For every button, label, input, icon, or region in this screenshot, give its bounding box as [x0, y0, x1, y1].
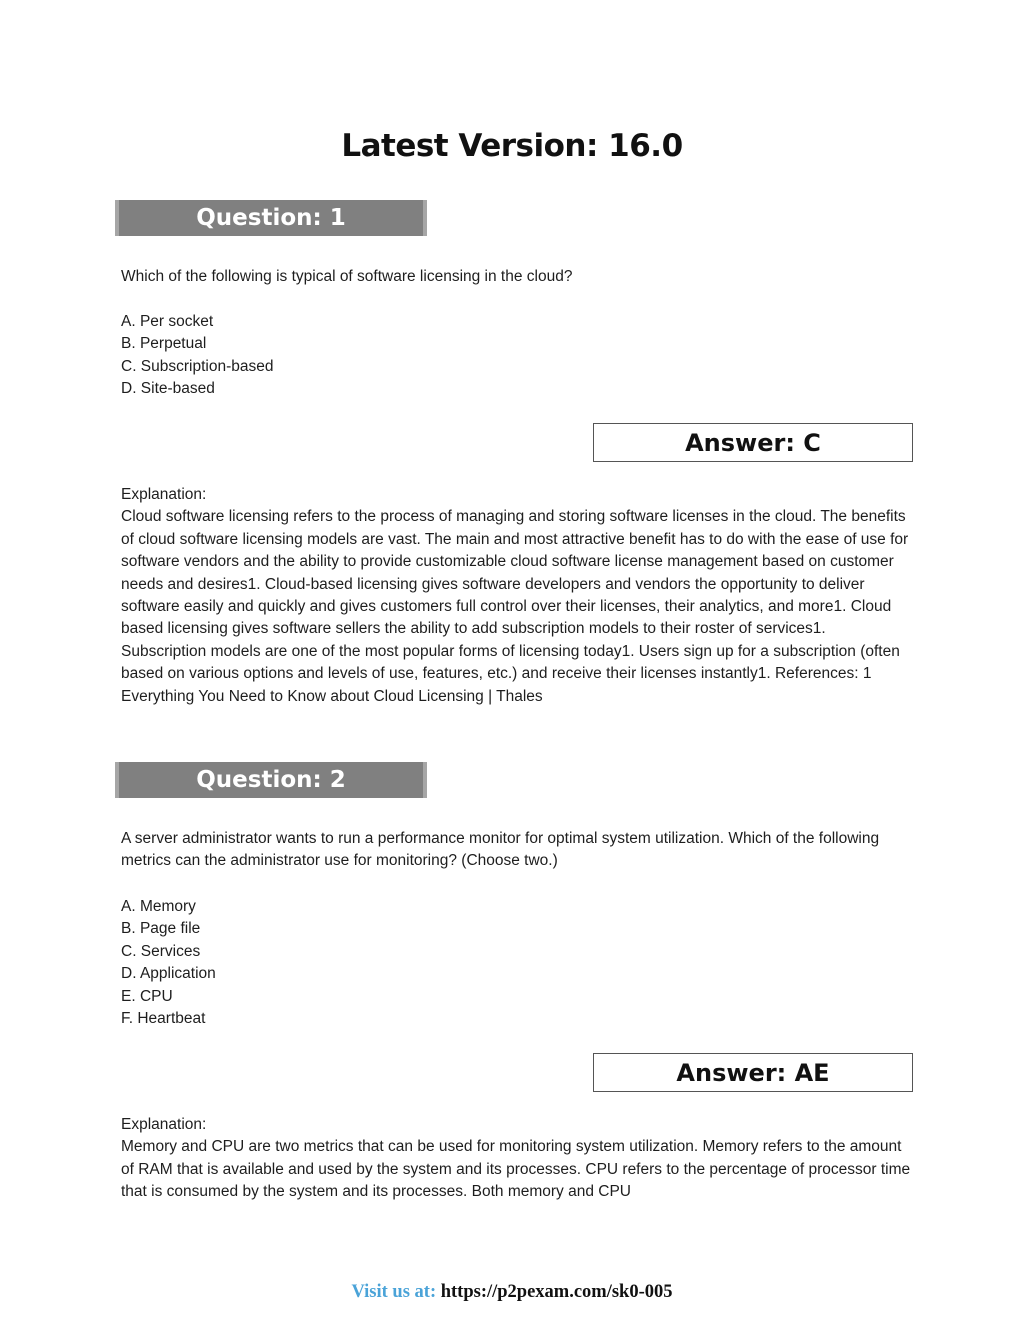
- question-2-option-f: F. Heartbeat: [121, 1010, 206, 1028]
- question-2-options: [121, 896, 911, 1030]
- question-1-answer: Answer: C: [593, 423, 913, 462]
- footer-visit-label: Visit us at:: [351, 1282, 437, 1302]
- question-1-option-c: C. Subscription-based: [121, 357, 274, 375]
- question-1-option-b: B. Perpetual: [121, 335, 207, 353]
- question-1-explanation-label: Explanation:: [121, 486, 207, 503]
- question-2-banner: Question: 2: [115, 762, 427, 798]
- question-2-option-a: A. Memory: [121, 898, 196, 915]
- footer: [0, 1282, 1024, 1303]
- question-1-explanation: [121, 484, 911, 708]
- question-2-option-d: D. Application: [121, 965, 216, 983]
- page-title: Latest Version: 16.0: [341, 128, 683, 164]
- question-2-option-b: B. Page file: [121, 920, 201, 938]
- question-2-stem: A server administrator wants to run a performance monitor for optimal system utilization. Which of the following metrics can the administrator use for monitoring? (Choose two.): [121, 830, 880, 870]
- question-2-text: [121, 828, 911, 873]
- question-1-option-a: A. Per socket: [121, 313, 214, 330]
- question-2-explanation-label: Explanation:: [121, 1116, 207, 1133]
- question-1-options: [121, 311, 911, 401]
- question-2-option-c: C. Services: [121, 942, 201, 960]
- question-2-explanation: [121, 1114, 911, 1204]
- question-2-explanation-text: Memory and CPU are two metrics that can be used for monitoring system utilization. Memory refers to the amount of RAM that is available and used by the system and its processes. CPU refers to the percentage of processor time that is consumed by the system and its processes. Both memory and CPU: [121, 1138, 911, 1201]
- question-2-answer: Answer: AE: [593, 1053, 913, 1092]
- question-1-explanation-text: Cloud software licensing refers to the process of managing and storing software licenses in the cloud. The benefits of cloud software licensing models are vast. The main and most attractive benefit has to do with the ease of use for software vendors and the ability to provide customizable cloud software license management based on customer needs and desires1. Cloud-based licensing gives software developers and vendors the opportunity to deliver software easily and quickly and gives customers full control over their licenses, their analytics, and more1. Cloud based licensing gives software sellers the ability to add subscription models to their roster of services1. Subscription models are one of the most popular forms of licensing today1. Users sign up for a subscription (often based on various options and levels of use, features, etc.) and receive their licenses instantly1. References: 1 Everything You Need to Know about Cloud Licensing | Thales: [121, 508, 909, 705]
- question-1-option-d: D. Site-based: [121, 380, 215, 398]
- question-1-text: [121, 266, 911, 288]
- question-2-option-e: E. CPU: [121, 987, 173, 1005]
- footer-url-link[interactable]: https://p2pexam.com/sk0-005: [440, 1282, 673, 1302]
- question-1-banner: Question: 1: [115, 200, 427, 236]
- question-1-stem: Which of the following is typical of software licensing in the cloud?: [121, 268, 573, 285]
